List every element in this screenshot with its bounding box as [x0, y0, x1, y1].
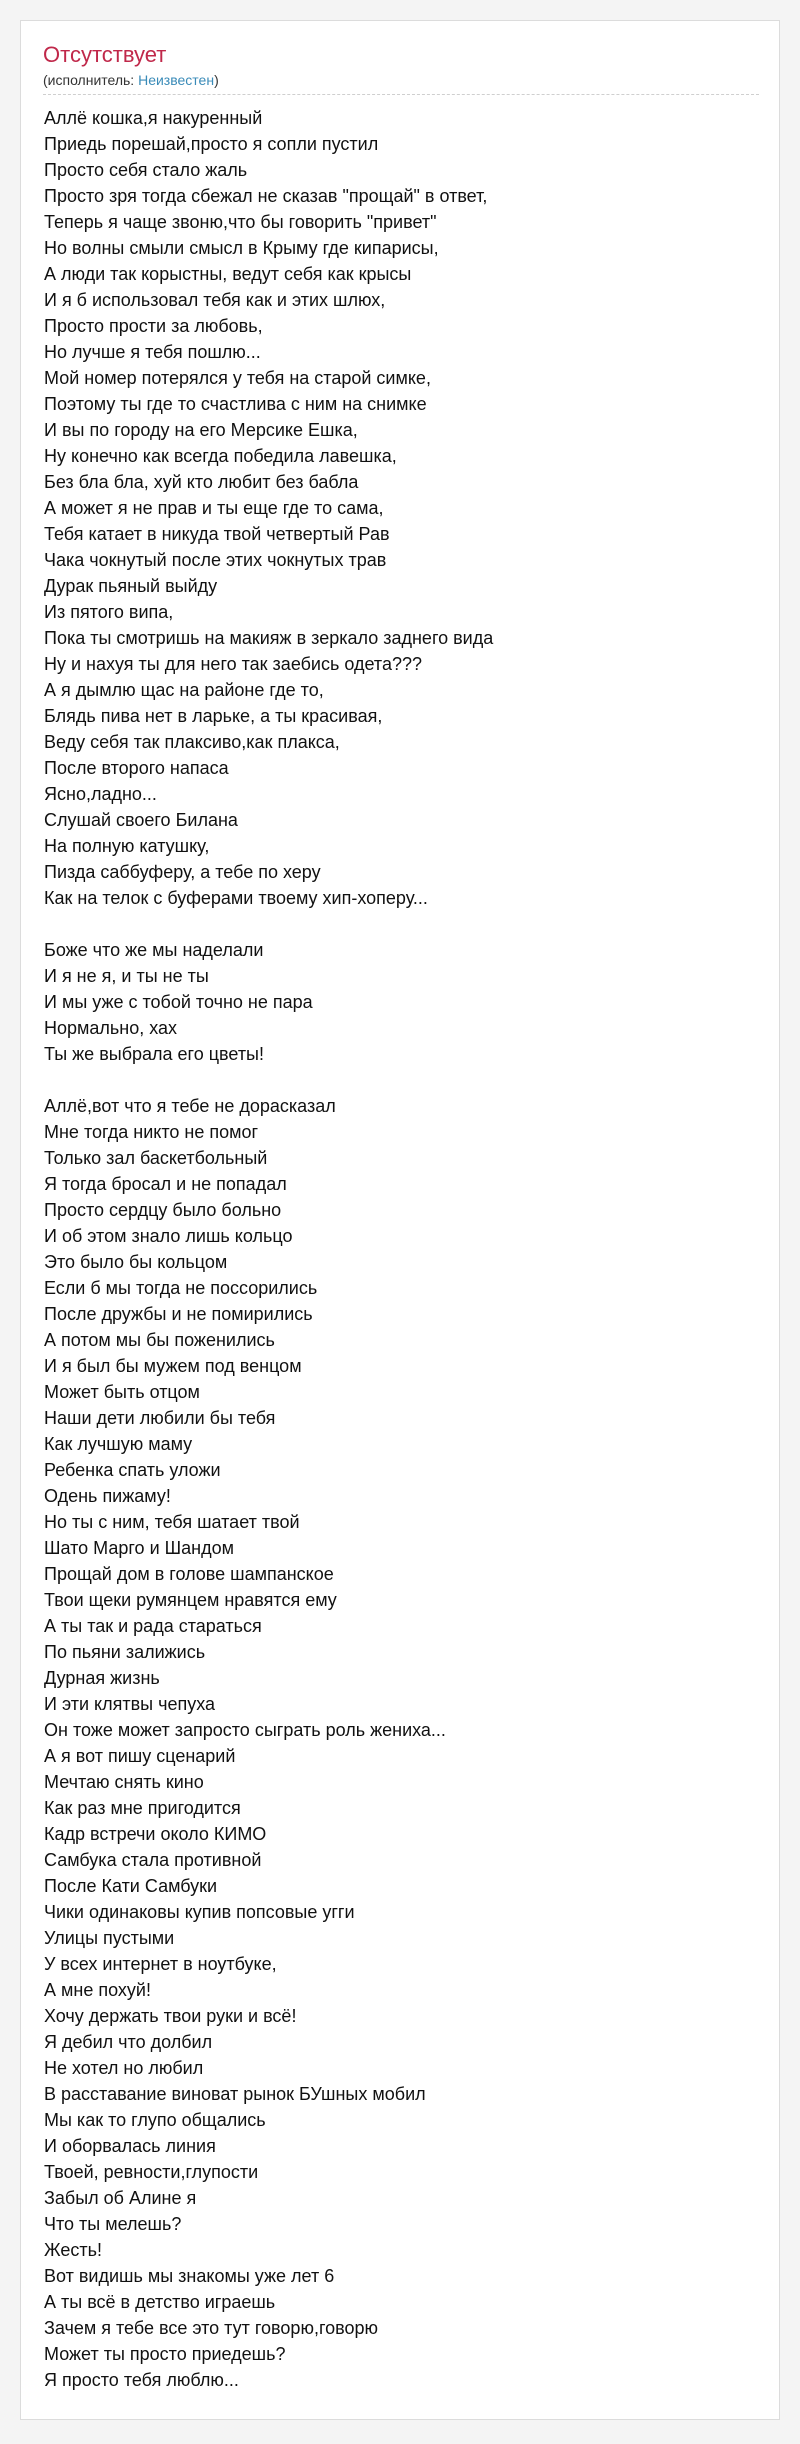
lyric-line: Может ты просто приедешь?: [44, 2344, 286, 2364]
lyric-line: Твои щеки румянцем нравятся ему: [44, 1590, 337, 1610]
lyric-line: У всех интернет в ноутбуке,: [44, 1954, 277, 1974]
lyric-line: В расставание виноват рынок БУшных мобил: [44, 2084, 426, 2104]
lyric-line: А может я не прав и ты еще где то сама,: [44, 498, 384, 518]
lyric-line: Без бла бла, хуй кто любит без бабла: [44, 472, 359, 492]
artist-link[interactable]: Неизвестен: [138, 72, 215, 88]
lyric-line: Забыл об Алине я: [44, 2188, 197, 2208]
lyric-line: Шато Марго и Шандом: [44, 1538, 234, 1558]
lyric-line: Может быть отцом: [44, 1382, 200, 1402]
lyric-line: А потом мы бы поженились: [44, 1330, 275, 1350]
lyric-line: А люди так корыстны, ведут себя как крысы: [44, 264, 412, 284]
lyric-line: Но волны смыли смысл в Крыму где кипарисы,: [44, 238, 439, 258]
lyric-line: Жесть!: [44, 2240, 103, 2260]
lyric-line: Тебя катает в никуда твой четвертый Рав: [44, 524, 390, 544]
lyric-line: Не хотел но любил: [44, 2058, 204, 2078]
lyric-line: Я дебил что долбил: [44, 2032, 213, 2052]
lyric-line: Аллё кошка,я накуренный: [44, 108, 263, 128]
lyric-line: А мне похуй!: [44, 1980, 151, 2000]
lyric-line: Теперь я чаще звоню,что бы говорить "привет": [44, 212, 437, 232]
lyric-line: Но ты с ним, тебя шатает твой: [44, 1512, 300, 1532]
lyric-line: Дурак пьяный выйду: [44, 576, 218, 596]
lyric-line: Боже что же мы наделали: [44, 940, 264, 960]
lyric-line: Чака чокнутый после этих чокнутых трав: [44, 550, 387, 570]
lyric-line: И эти клятвы чепуха: [44, 1694, 216, 1714]
lyric-line: Он тоже может запросто сыграть роль жениха...: [44, 1720, 446, 1740]
artist-line: [43, 71, 219, 89]
lyric-line: И я не я, и ты не ты: [44, 966, 209, 986]
lyric-line: И об этом знало лишь кольцо: [44, 1226, 293, 1246]
lyric-line: Ребенка спать уложи: [44, 1460, 221, 1480]
lyric-line: Приедь порешай,просто я сопли пустил: [44, 134, 379, 154]
lyric-line: Зачем я тебе все это тут говорю,говорю: [44, 2318, 379, 2338]
lyric-line: Наши дети любили бы тебя: [44, 1408, 276, 1428]
lyric-line: Самбука стала противной: [44, 1850, 262, 1870]
lyric-line: Мечтаю снять кино: [44, 1772, 204, 1792]
lyric-line: Как лучшую маму: [44, 1434, 193, 1454]
lyric-line: После дружбы и не помирились: [44, 1304, 313, 1324]
title-divider: [43, 94, 759, 95]
lyric-line: Как на телок с буферами твоему хип-хоперу...: [44, 888, 428, 908]
lyric-line: А я вот пишу сценарий: [44, 1746, 236, 1766]
lyric-line: А ты всё в детство играешь: [44, 2292, 276, 2312]
lyric-line: Только зал баскетбольный: [44, 1148, 268, 1168]
artist-suffix: ): [214, 72, 219, 88]
lyric-line: А я дымлю щас на районе где то,: [44, 680, 324, 700]
stanza-break: [44, 1067, 760, 1093]
lyric-line: Одень пижаму!: [44, 1486, 171, 1506]
lyric-line: Это было бы кольцом: [44, 1252, 228, 1272]
lyrics-body: [44, 105, 760, 2393]
lyric-line: Ясно,ладно...: [44, 784, 157, 804]
lyric-line: Поэтому ты где то счастлива с ним на снимке: [44, 394, 427, 414]
lyric-line: Блядь пива нет в ларьке, а ты красивая,: [44, 706, 383, 726]
lyric-line: По пьяни залижись: [44, 1642, 206, 1662]
lyric-line: Просто прости за любовь,: [44, 316, 263, 336]
lyric-line: И мы уже с тобой точно не пара: [44, 992, 313, 1012]
lyric-line: Слушай своего Билана: [44, 810, 238, 830]
lyric-line: Дурная жизнь: [44, 1668, 160, 1688]
lyric-line: И я был бы мужем под венцом: [44, 1356, 302, 1376]
lyric-line: Ну и нахуя ты для него так заебись одета???: [44, 654, 422, 674]
lyric-line: Мой номер потерялся у тебя на старой симке,: [44, 368, 431, 388]
lyric-line: А ты так и рада стараться: [44, 1616, 262, 1636]
lyric-line: Кадр встречи около КИМО: [44, 1824, 267, 1844]
lyric-line: На полную катушку,: [44, 836, 210, 856]
lyric-line: Пока ты смотришь на макияж в зеркало заднего вида: [44, 628, 494, 648]
lyric-line: После второго напаса: [44, 758, 229, 778]
lyric-line: После Кати Самбуки: [44, 1876, 218, 1896]
lyric-line: Улицы пустыми: [44, 1928, 175, 1948]
lyric-line: Мы как то глупо общались: [44, 2110, 266, 2130]
stanza-break: [44, 911, 760, 937]
lyric-line: Пизда саббуферу, а тебе по херу: [44, 862, 321, 882]
lyric-line: Хочу держать твои руки и всё!: [44, 2006, 297, 2026]
song-card: [20, 20, 780, 2420]
lyric-line: Чики одинаковы купив попсовые угги: [44, 1902, 355, 1922]
lyric-line: Ты же выбрала его цветы!: [44, 1044, 264, 1064]
lyric-line: Нормально, хах: [44, 1018, 178, 1038]
lyric-line: Я просто тебя люблю...: [44, 2370, 239, 2390]
lyric-line: Ну конечно как всегда победила лавешка,: [44, 446, 397, 466]
lyric-line: Из пятого випа,: [44, 602, 174, 622]
lyric-line: Просто себя стало жаль: [44, 160, 248, 180]
lyric-line: Аллё,вот что я тебе не дорасказал: [44, 1096, 336, 1116]
song-title: Отсутствует: [43, 42, 167, 67]
lyric-line: И вы по городу на его Мерсике Ешка,: [44, 420, 358, 440]
lyric-line: Но лучше я тебя пошлю...: [44, 342, 261, 362]
lyric-line: Я тогда бросал и не попадал: [44, 1174, 287, 1194]
lyric-line: Просто зря тогда сбежал не сказав "прощай" в ответ,: [44, 186, 488, 206]
lyric-line: Мне тогда никто не помог: [44, 1122, 259, 1142]
artist-prefix: (исполнитель:: [43, 72, 139, 88]
lyric-line: Как раз мне пригодится: [44, 1798, 241, 1818]
lyric-line: Твоей, ревности,глупости: [44, 2162, 259, 2182]
lyric-line: И я б использовал тебя как и этих шлюх,: [44, 290, 386, 310]
lyric-line: Просто сердцу было больно: [44, 1200, 282, 1220]
lyric-line: И оборвалась линия: [44, 2136, 216, 2156]
lyric-line: Вот видишь мы знакомы уже лет 6: [44, 2266, 335, 2286]
lyric-line: Веду себя так плаксиво,как плакса,: [44, 732, 340, 752]
lyric-line: Что ты мелешь?: [44, 2214, 182, 2234]
lyric-line: Если б мы тогда не поссорились: [44, 1278, 318, 1298]
lyric-line: Прощай дом в голове шампанское: [44, 1564, 334, 1584]
